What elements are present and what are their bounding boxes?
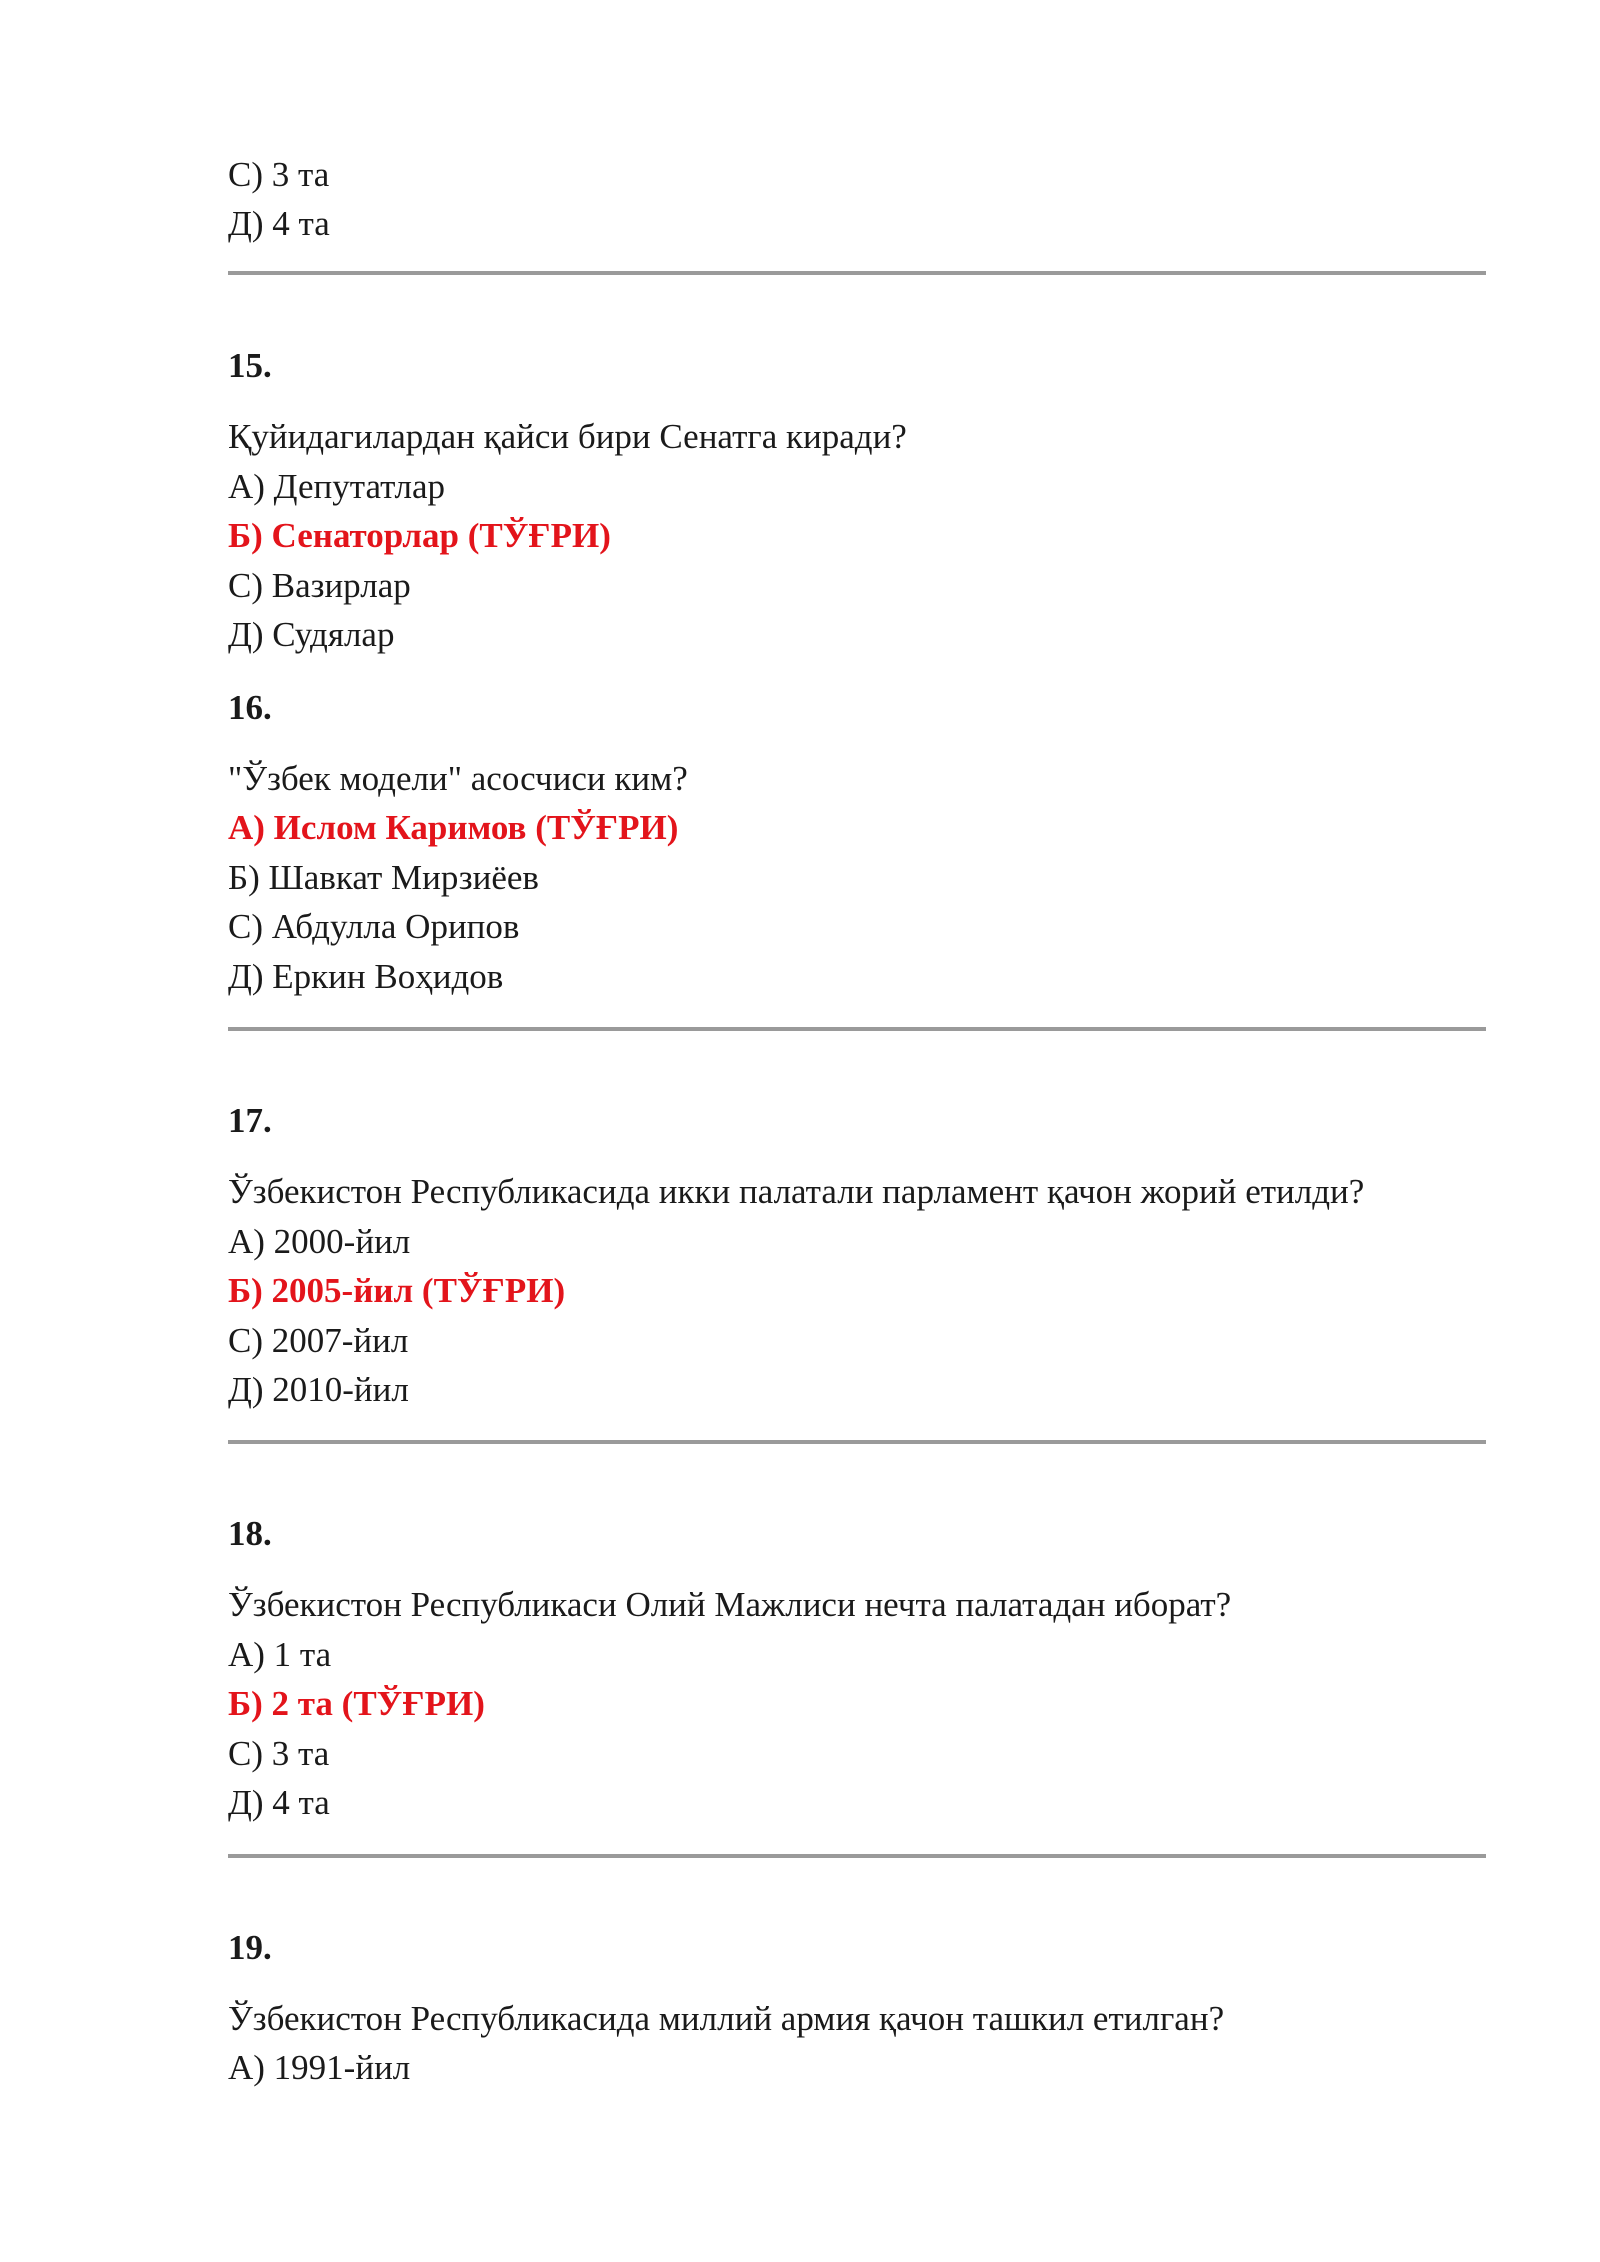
q14-option-c: С) 3 та: [228, 155, 330, 194]
q19-number: 19.: [228, 1928, 272, 1967]
q16-question: "Ўзбек модели" асосчиси ким?: [228, 759, 688, 798]
q15-option-b-correct: Б) Сенаторлар (ТЎҒРИ): [228, 516, 611, 555]
q16-option-a-correct: А) Ислом Каримов (ТЎҒРИ): [228, 808, 679, 847]
q17-option-d: Д) 2010-йил: [228, 1370, 409, 1409]
q14-option-d: Д) 4 та: [228, 204, 330, 243]
divider: [228, 1027, 1486, 1031]
divider: [228, 1854, 1486, 1858]
q15-question: Қуйидагилардан қайси бири Сенатга киради?: [228, 417, 907, 456]
divider: [228, 271, 1486, 275]
q17-option-a: А) 2000-йил: [228, 1222, 411, 1261]
q15-number: 15.: [228, 346, 272, 385]
divider: [228, 1440, 1486, 1444]
q17-option-c: С) 2007-йил: [228, 1321, 409, 1360]
q16-option-b: Б) Шавкат Мирзиёев: [228, 858, 539, 897]
q17-question: Ўзбекистон Республикасида икки палатали парламент қачон жорий етилди?: [228, 1172, 1365, 1211]
q15-option-c: С) Вазирлар: [228, 566, 411, 605]
q18-option-d: Д) 4 та: [228, 1783, 330, 1822]
q15-option-d: Д) Судялар: [228, 615, 395, 654]
q16-number: 16.: [228, 688, 272, 727]
q18-question: Ўзбекистон Республикаси Олий Мажлиси нечта палатадан иборат?: [228, 1585, 1232, 1624]
q18-option-a: А) 1 та: [228, 1635, 332, 1674]
q17-option-b-correct: Б) 2005-йил (ТЎҒРИ): [228, 1271, 566, 1310]
q19-option-a: А) 1991-йил: [228, 2048, 411, 2087]
q19-question: Ўзбекистон Республикасида миллий армия қачон ташкил етилган?: [228, 1999, 1225, 2038]
q15-option-a: А) Депутатлар: [228, 467, 446, 506]
q18-number: 18.: [228, 1514, 272, 1553]
q18-option-c: С) 3 та: [228, 1734, 330, 1773]
q16-option-c: С) Абдулла Орипов: [228, 907, 520, 946]
q17-number: 17.: [228, 1101, 272, 1140]
q18-option-b-correct: Б) 2 та (ТЎҒРИ): [228, 1684, 485, 1723]
q16-option-d: Д) Еркин Воҳидов: [228, 957, 504, 996]
